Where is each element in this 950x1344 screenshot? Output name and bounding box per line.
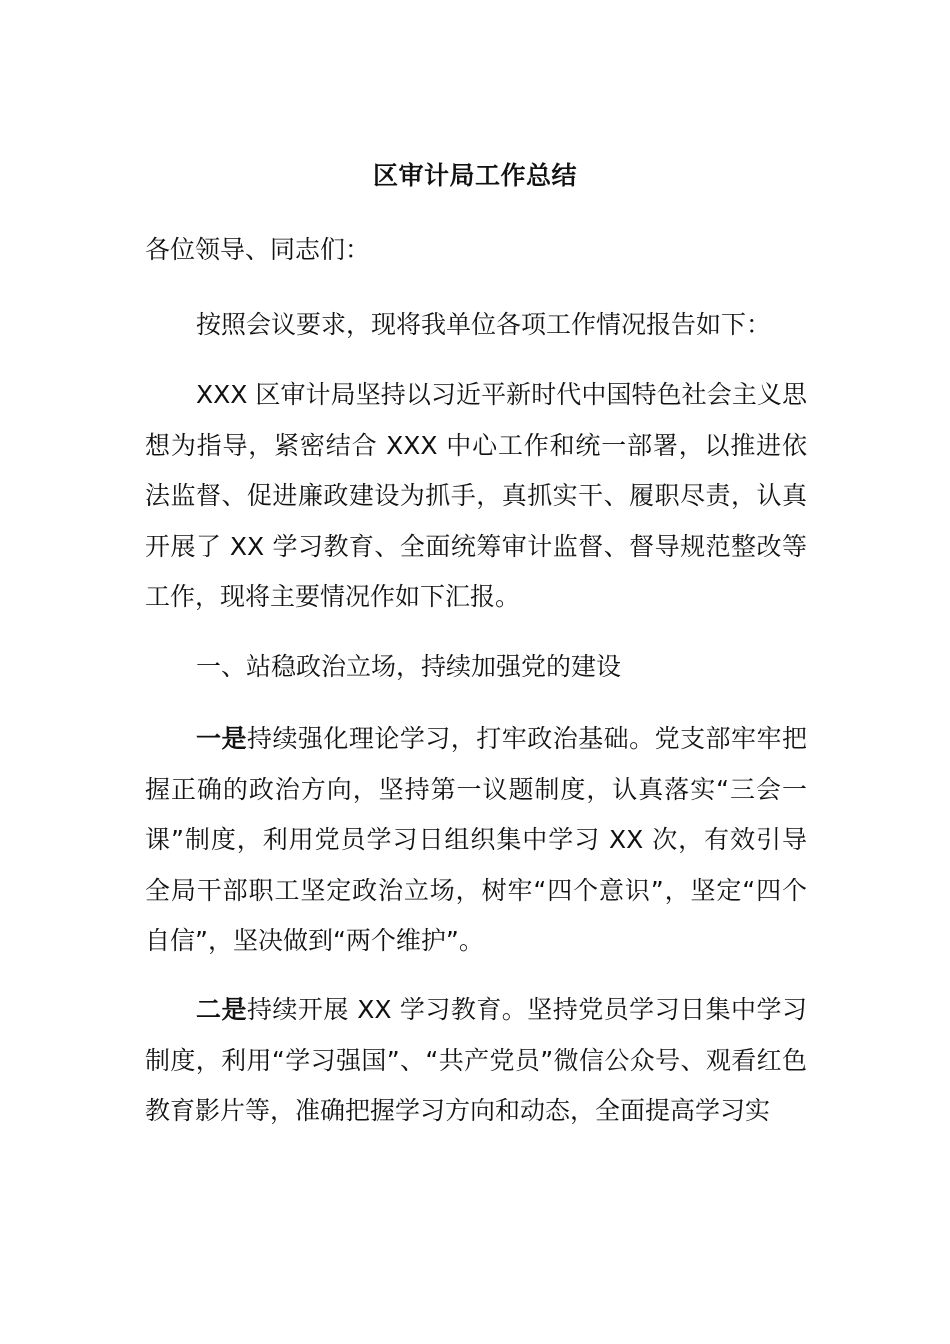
item-text-1: 持续强化理论学习，打牢政治基础。党支部牢牢把握正确的政治方向，坚持第一议题制度，认真落实“三会一课”制度，利用党员学习日组织集中学习 XX 次，有效引导全局干部职工坚定政治立场，树牢“四个意识”，坚定“四个自信”，坚决做到“两个维护”。 — [145, 724, 807, 955]
overview-paragraph: XXX 区审计局坚持以习近平新时代中国特色社会主义思想为指导，紧密结合 XXX 中心工作和统一部署，以推进依法监督、促进廉政建设为抓手，真抓实干、履职尽责，认真开展了 XX 学习教育、全面统筹审计监督、督导规范整改等工作，现将主要情况作如下汇报。 — [145, 380, 807, 611]
document-title: 区审计局工作总结 — [372, 161, 577, 190]
section-heading-1: 一、站稳政治立场，持续加强党的建设 — [196, 652, 622, 681]
item-lead-1: 一是 — [196, 724, 247, 753]
intro-paragraph: 按照会议要求，现将我单位各项工作情况报告如下： — [196, 310, 772, 339]
salutation: 各位领导、同志们： — [145, 235, 371, 264]
item-lead-2: 二是 — [196, 995, 247, 1024]
item-paragraph-2 — [145, 985, 807, 1137]
item-paragraph-1 — [145, 714, 807, 967]
item-text-2: 持续开展 XX 学习教育。坚持党员学习日集中学习制度，利用“学习强国”、“共产党员”微信公众号、观看红色教育影片等，准确把握学习方向和动态，全面提高学习实 — [145, 995, 807, 1125]
